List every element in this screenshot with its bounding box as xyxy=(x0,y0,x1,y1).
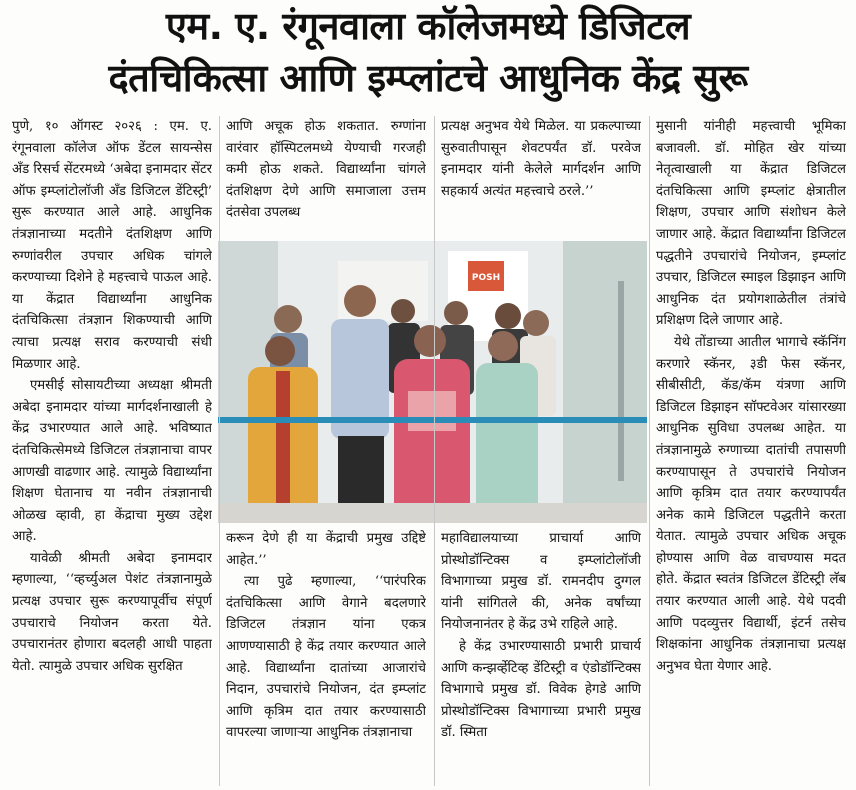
paragraph: करून देणे ही या केंद्राची प्रमुख उद्दिष्टे आहेत.’’ xyxy=(226,531,426,568)
column-3-bottom xyxy=(441,528,641,790)
paragraph: मुसानी यांनीही महत्त्वाची भूमिका बजावली. डॉ. मोहित खेर यांच्या नेतृत्वाखाली या केंद्रात डिजिटल दंतचिकित्सा आणि इम्प्लांट क्षेत्रातील शिक्षण, उपचार आणि संशोधन केले जाणार आहे. केंद्रात विद्यार्थ्यांना डिजिटल पद्धतीने उपचारांचे नियोजन, इम्प्लांट उपचार, डिजिटल स्माइल डिझाइन आणि आधुनिक दंत प्रयोगशाळेतील तंत्रांचे प्रशिक्षण दिले जाणार आहे. xyxy=(656,119,846,329)
paragraph: महाविद्यालयाच्या प्राचार्या आणि प्रोस्थोडॉन्टिक्स व इम्प्लांटोलॉजी विभागाच्या प्रमुख डॉ. रामनदीप दुग्गल यांनी सांगितले की, अनेक वर्षांच्या नियोजनानंतर हे केंद्र उभे राहिले आहे. xyxy=(441,531,641,633)
paragraph: हे केंद्र उभारण्यासाठी प्रभारी प्राचार्य आणि कन्झर्व्हेटिव्ह डेंटिस्ट्री व एंडोडॉन्टिक्स विभागाचे प्रमुख डॉ. विवेक हेगडे आणि प्रोस्थोडॉन्टिक्स विभागाच्या प्रभारी प्रमुख डॉ. स्मिता xyxy=(441,638,641,741)
paragraph: एमसीई सोसायटीच्या अध्यक्षा श्रीमती अबेदा इनामदार यांच्या मार्गदर्शनाखाली हे केंद्र उभारण्यात आले आहे. भविष्यात दंतचिकित्सेमध्ये डिजिटल तंत्रज्ञानाचा वापर आणखी वाढणार आहे. त्यामुळे विद्यार्थ्यांना शिक्षण घेतानाच या नवीन तंत्रज्ञानाची ओळख व्हावी, हा केंद्राचा मुख्य उद्देश आहे. xyxy=(12,378,212,545)
paragraph: त्या पुढे म्हणाल्या, ‘‘पारंपरिक दंतचिकित्सा आणि वेगाने बदलणारे डिजिटल तंत्रज्ञान यांना एकत्र आणण्यासाठी हे केंद्र तयार करण्यात आले आहे. विद्यार्थ्यांना दातांच्या आजारांचे निदान, उपचारांचे नियोजन, दंत इम्प्लांट आणि कृत्रिम दात तयार करण्यासाठी वापरल्या जाणाऱ्या आधुनिक तंत्रज्ञानाचा xyxy=(226,574,426,741)
paragraph: पुणे, १० ऑगस्ट २०२६ : एम. ए. रंगूनवाला कॉलेज ऑफ डेंटल सायन्सेस अँड रिसर्च सेंटरमध्ये ‘अबेदा इनामदार सेंटर ऑफ इम्प्लांटोलॉजी अँड डिजिटल डेंटिस्ट्री’ सुरू करण्यात आले आहे. आधुनिक तंत्रज्ञानाच्या मदतीने दंतशिक्षण आणि रुग्णांवरील उपचार अधिक चांगले करण्याच्या दिशेने हे महत्त्वाचे पाऊल आहे. या केंद्रात विद्यार्थ्यांना आधुनिक दंतचिकित्सा तंत्रज्ञान शिकण्याची आणि त्याचा प्रत्यक्ष सराव करण्याची संधी मिळणार आहे. xyxy=(12,119,212,372)
column-divider xyxy=(649,116,650,786)
wall-sign: POSH xyxy=(471,273,501,283)
paragraph: यावेळी श्रीमती अबेदा इनामदार म्हणाल्या, ‘‘व्हर्च्युअल पेशंट तंत्रज्ञानामुळे प्रत्यक्ष उपचार सुरू करण्यापूर्वीच संपूर्ण उपचाराचे नियोजन करता येते. उपचारानंतर होणारा बदलही आधी पाहता येतो. त्यामुळे उपचार अधिक सुरक्षित xyxy=(12,550,212,674)
headline-line-2: दंतचिकित्सा आणि इम्प्लांटचे आधुनिक केंद्र सुरू xyxy=(108,56,748,100)
column-4 xyxy=(656,116,846,790)
column-divider xyxy=(434,116,435,786)
headline xyxy=(0,0,856,110)
column-2-top xyxy=(226,116,426,240)
column-2-bottom xyxy=(226,528,426,790)
inauguration-photo xyxy=(218,241,647,523)
paragraph: आणि अचूक होऊ शकतात. रुग्णांना वारंवार हॉस्पिटलमध्ये येण्याची गरजही कमी होऊ शकते. विद्यार्थ्यांना चांगले दंतशिक्षण देणे आणि समाजाला उत्तम दंतसेवा उपलब्ध xyxy=(226,119,426,221)
column-1 xyxy=(12,116,212,790)
column-divider xyxy=(219,116,220,786)
headline-line-1: एम. ए. रंगूनवाला कॉलेजमध्ये डिजिटल xyxy=(165,4,691,48)
column-3-top xyxy=(441,116,641,240)
paragraph: प्रत्यक्ष अनुभव येथे मिळेल. या प्रकल्पाच्या सुरुवातीपासून शेवटपर्यंत डॉ. परवेज इनामदार यांनी केलेले मार्गदर्शन आणि सहकार्य अत्यंत महत्त्वाचे ठरले.’’ xyxy=(441,119,641,199)
paragraph: येथे तोंडाच्या आतील भागाचे स्कॅनिंग करणारे स्कॅनर, ३डी फेस स्कॅनर, सीबीसीटी, कॅड/कॅम यंत्रणा आणि डिजिटल डिझाइन सॉफ्टवेअर यांसारख्या आधुनिक सुविधा उपलब्ध आहेत. या तंत्रज्ञानामुळे रुग्णाच्या दातांची तपासणी करण्यापासून ते उपचारांचे नियोजन आणि कृत्रिम दात तयार करण्यापर्यंत अनेक कामे डिजिटल पद्धतीने करता येतात. त्यामुळे उपचार अधिक अचूक होण्यास आणि वेळ वाचण्यास मदत होते. केंद्रात स्वतंत्र डिजिटल डेंटिस्ट्री लॅब तयार करण्यात आली आहे. येथे पदवी आणि पदव्युत्तर विद्यार्थी, इंटर्न तसेच शिक्षकांना आधुनिक तंत्रज्ञानाचा प्रत्यक्ष अनुभव घेता येणार आहे. xyxy=(656,334,846,674)
